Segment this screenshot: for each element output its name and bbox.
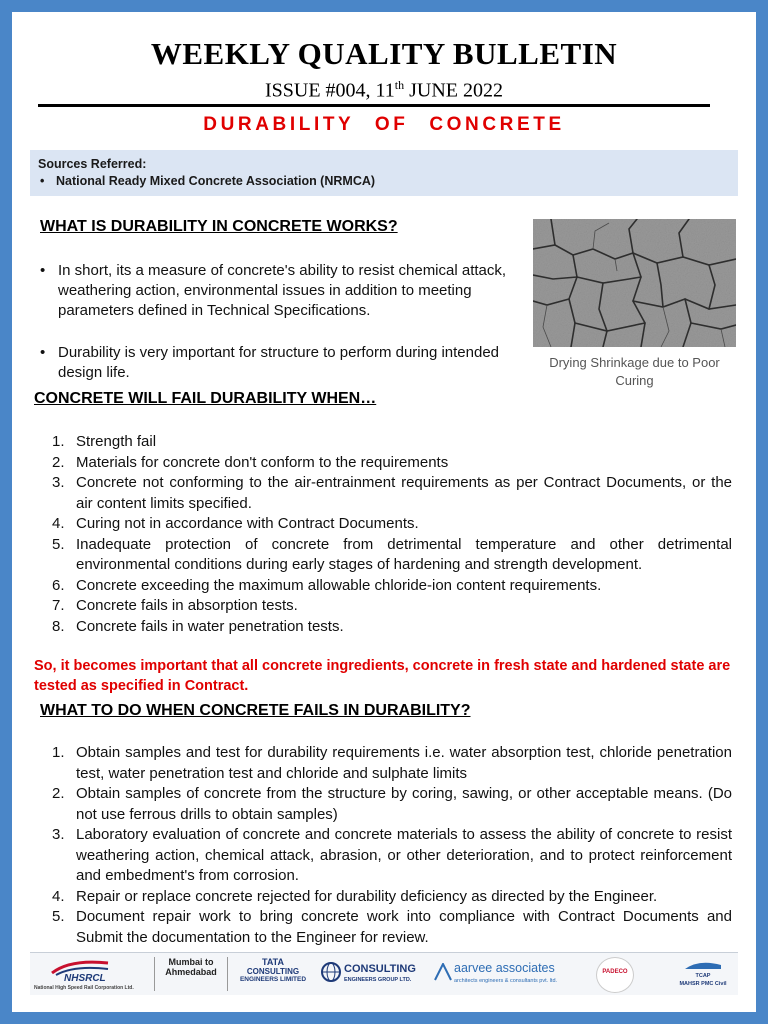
list-item: 1. Obtain samples and test for durability requirements i.e. water absorption test, chloride penetration test, water penetration test and chloride and sulphate limits bbox=[52, 744, 732, 782]
photo-caption: Drying Shrinkage due to Poor Curing bbox=[549, 355, 720, 388]
route-label: Mumbai to Ahmedabad bbox=[154, 957, 228, 991]
section1-bullet-text: In short, its a measure of concrete's ability to resist chemical attack, weathering action, environmental issues in addition to meeting parameters defined in Technical Specifications. bbox=[58, 262, 507, 319]
list-item: 7. Concrete fails in absorption tests. bbox=[52, 597, 298, 614]
bullet-icon: • bbox=[40, 262, 46, 279]
title-divider bbox=[38, 104, 710, 107]
section1-bullet bbox=[38, 261, 512, 321]
testing-note: So, it becomes important that all concrete ingredients, concrete in fresh state and hardened state are tested as specified in Contract. bbox=[34, 658, 731, 694]
sources-item-text: National Ready Mixed Concrete Association (NRMCA) bbox=[56, 174, 376, 188]
aarvee-mark-icon bbox=[434, 963, 452, 981]
sources-label: Sources Referred: bbox=[38, 157, 147, 171]
sources-box bbox=[30, 150, 738, 196]
list-item: 1. Strength fail bbox=[52, 433, 157, 450]
bullet-train-icon bbox=[683, 957, 723, 973]
section2-heading: CONCRETE WILL FAIL DURABILITY WHEN… bbox=[34, 390, 377, 407]
list-item: 3. Concrete not conforming to the air-entrainment requirements as per Contract Documents, or the air content limits specified. bbox=[52, 474, 732, 512]
list-item: 4. Repair or replace concrete rejected for durability deficiency as directed by the Engineer. bbox=[52, 887, 658, 905]
bulletin-title: WEEKLY QUALITY BULLETIN bbox=[150, 36, 618, 71]
list-item: 8. Concrete fails in water penetration tests. bbox=[52, 617, 344, 635]
fail-conditions-list bbox=[38, 432, 732, 637]
list-item: 3. Laboratory evaluation of concrete and concrete materials to assess the ability of concrete to resist weathering action, chemical attack, abrasion, or other deterioration, and to protect reinforcement and embedment's from corrosion. bbox=[52, 826, 732, 884]
issue-prefix: ISSUE #004, 11 bbox=[264, 79, 395, 102]
issue-line bbox=[12, 78, 756, 103]
issue-sup: th bbox=[394, 78, 405, 92]
nhsrcl-logo: NHSRCL National High Speed Rail Corporation Ltd. bbox=[34, 957, 154, 991]
tcap-logo: TCAP MAHSR PMC Civil bbox=[670, 957, 736, 991]
bulletin-subject: DURABILITY OF CONCRETE bbox=[203, 114, 565, 135]
sources-item bbox=[38, 173, 738, 190]
section3-heading: WHAT TO DO WHEN CONCRETE FAILS IN DURABILITY? bbox=[40, 702, 471, 719]
list-item: 6. Concrete exceeding the maximum allowable chloride-ion content requirements. bbox=[52, 576, 602, 594]
aarvee-associates-logo: aarvee associates architects engineers & consultants pvt. ltd. bbox=[434, 957, 590, 991]
section1-bullet bbox=[38, 343, 512, 383]
list-item: 4. Curing not in accordance with Contract Documents. bbox=[52, 515, 419, 532]
bullet-icon: • bbox=[40, 174, 45, 188]
bulletin-page bbox=[12, 12, 756, 1012]
section1-bullet-text: Durability is very important for structure to perform during intended design life. bbox=[58, 344, 500, 381]
list-item: 5. Inadequate protection of concrete from detrimental temperature and other detrimental environmental conditions during early stages of hardening and strength development. bbox=[52, 535, 732, 573]
globe-icon bbox=[320, 961, 342, 983]
list-item: 5. Document repair work to bring concrete work into compliance with Contract Documents and Submit the documentation to the Engineer for review. bbox=[52, 908, 732, 946]
issue-suffix: JUNE 2022 bbox=[404, 79, 504, 102]
tata-consulting-logo: TATA CONSULTING ENGINEERS LIMITED bbox=[239, 957, 307, 983]
padeco-logo: PADECO bbox=[596, 957, 636, 991]
bullet-icon: • bbox=[40, 344, 46, 361]
list-item: 2. Obtain samples of concrete from the structure by coring, sawing, or other acceptable means. (Do not use ferrous drills to obtain samples) bbox=[52, 785, 732, 823]
list-item: 2. Materials for concrete don't conform to the requirements bbox=[52, 453, 449, 471]
consulting-engineers-group-logo: CONSULTING ENGINEERS GROUP LTD. bbox=[320, 957, 432, 991]
remedy-steps-list bbox=[38, 743, 732, 948]
section1-heading: WHAT IS DURABILITY IN CONCRETE WORKS? bbox=[40, 218, 398, 235]
footer-logo-strip bbox=[30, 952, 738, 995]
concrete-crack-photo bbox=[533, 219, 736, 347]
